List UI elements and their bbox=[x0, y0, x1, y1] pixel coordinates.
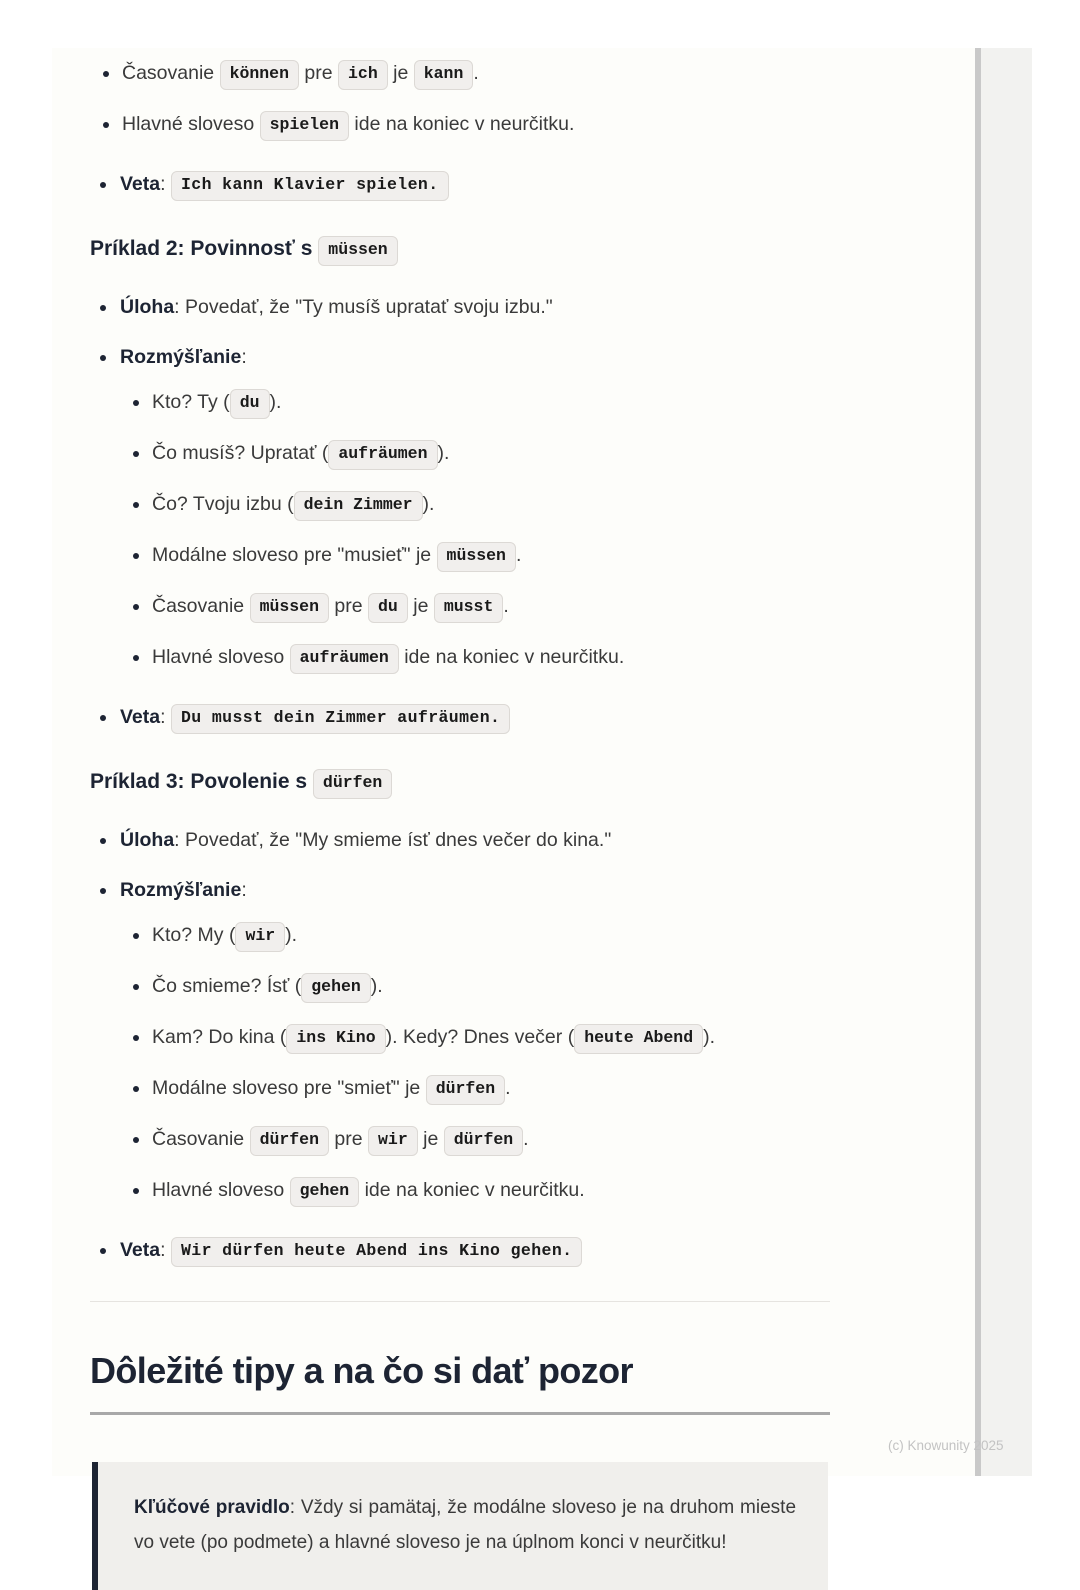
list-item bbox=[90, 1237, 830, 1267]
veta-label: Veta bbox=[120, 1239, 161, 1262]
rich-text: Kto? Ty ( du ). bbox=[152, 391, 281, 413]
page-content bbox=[90, 48, 830, 1590]
example3-heading bbox=[90, 768, 830, 799]
rich-text: Časovanie dürfen pre wir je dürfen . bbox=[152, 1128, 529, 1150]
document-page bbox=[52, 48, 980, 1553]
code-chip: du bbox=[230, 389, 270, 419]
reasoning-label: Rozmýšľanie bbox=[120, 878, 242, 901]
list-item bbox=[90, 111, 830, 141]
list-item bbox=[120, 644, 830, 674]
veta-colon: : bbox=[160, 706, 171, 729]
list-item-task bbox=[90, 827, 830, 855]
list-item-task bbox=[90, 294, 830, 322]
code-chip: gehen bbox=[290, 1177, 360, 1207]
rich-text: Čo? Tvoju izbu ( dein Zimmer ). bbox=[152, 493, 434, 515]
list-item bbox=[120, 1075, 830, 1105]
task-text: : Povedať, že "My smieme ísť dnes večer do kina." bbox=[174, 829, 612, 851]
callout-lead: Kľúčové pravidlo bbox=[134, 1496, 290, 1518]
sentence-chip: Du musst dein Zimmer aufräumen. bbox=[171, 704, 510, 734]
veta-list-3 bbox=[90, 1237, 830, 1267]
veta-list-1 bbox=[90, 171, 830, 201]
sentence-chip: Ich kann Klavier spielen. bbox=[171, 171, 449, 201]
task-label: Úloha bbox=[120, 295, 175, 318]
code-chip: spielen bbox=[260, 111, 349, 141]
example2-steps bbox=[120, 389, 830, 674]
rich-text: Modálne sloveso pre "musieť" je müssen . bbox=[152, 544, 521, 566]
list-item-reasoning bbox=[90, 877, 830, 1208]
rich-text: Kam? Do kina ( ins Kino ). Kedy? Dnes večer ( heute Abend ). bbox=[152, 1026, 715, 1048]
list-item bbox=[120, 389, 830, 419]
example3-list bbox=[90, 827, 830, 1207]
rich-text: Modálne sloveso pre "smieť" je dürfen . bbox=[152, 1077, 511, 1099]
rich-text: Hlavné sloveso gehen ide na koniec v neurčitku. bbox=[152, 1179, 585, 1201]
veta-colon: : bbox=[160, 172, 171, 195]
code-chip: du bbox=[368, 593, 408, 623]
example3-steps bbox=[120, 922, 830, 1207]
code-chip: dürfen bbox=[250, 1126, 329, 1156]
page-gutter bbox=[981, 48, 1032, 1476]
title-underline bbox=[90, 1412, 830, 1415]
code-chip: dürfen bbox=[426, 1075, 505, 1105]
code-chip: müssen bbox=[250, 593, 329, 623]
example3-heading-text: Príklad 3: Povolenie s bbox=[90, 770, 313, 794]
list-item bbox=[120, 440, 830, 470]
code-chip: aufräumen bbox=[328, 440, 437, 470]
section-divider bbox=[90, 1301, 830, 1302]
code-chip: gehen bbox=[301, 973, 371, 1003]
code-chip: können bbox=[220, 60, 299, 90]
code-chip: dürfen bbox=[444, 1126, 523, 1156]
list-item bbox=[120, 1177, 830, 1207]
code-chip: musst bbox=[434, 593, 504, 623]
list-item-reasoning bbox=[90, 344, 830, 675]
rich-text: Čo musíš? Upratať ( aufräumen ). bbox=[152, 442, 449, 464]
list-item bbox=[90, 171, 830, 201]
code-chip: ich bbox=[338, 60, 388, 90]
rich-text: Hlavné sloveso spielen ide na koniec v neurčitku. bbox=[122, 113, 574, 135]
veta-list-2 bbox=[90, 704, 830, 734]
reasoning-label: Rozmýšľanie bbox=[120, 345, 242, 368]
code-chip: dein Zimmer bbox=[294, 491, 423, 521]
code-chip: ins Kino bbox=[286, 1024, 385, 1054]
list-item bbox=[120, 542, 830, 572]
list-item bbox=[120, 593, 830, 623]
page-title: Dôležité tipy a na čo si dať pozor bbox=[90, 1350, 633, 1392]
rich-text: Hlavné sloveso aufräumen ide na koniec v neurčitku. bbox=[152, 646, 624, 668]
veta-label: Veta bbox=[120, 172, 161, 195]
list-item bbox=[120, 922, 830, 952]
callout-paragraph bbox=[134, 1490, 796, 1560]
copyright-watermark: (c) Knowunity 2025 bbox=[888, 1438, 1004, 1453]
code-chip: kann bbox=[414, 60, 474, 90]
code-chip: heute Abend bbox=[574, 1024, 703, 1054]
rich-text: Kto? My ( wir ). bbox=[152, 924, 297, 946]
rich-text: Časovanie müssen pre du je musst . bbox=[152, 595, 509, 617]
veta-colon: : bbox=[160, 1239, 171, 1262]
example2-heading-chip: müssen bbox=[318, 236, 397, 266]
example3-heading-chip: dürfen bbox=[313, 769, 392, 799]
continued-reasoning-list bbox=[90, 60, 830, 141]
task-text: : Povedať, že "Ty musíš upratať svoju izbu." bbox=[174, 295, 553, 318]
veta-label: Veta bbox=[120, 706, 161, 729]
code-chip: aufräumen bbox=[290, 644, 399, 674]
list-item bbox=[90, 704, 830, 734]
code-chip: wir bbox=[368, 1126, 418, 1156]
list-item bbox=[120, 1024, 830, 1054]
list-item bbox=[90, 60, 830, 90]
example2-heading bbox=[90, 235, 830, 266]
key-rule-callout bbox=[92, 1462, 828, 1590]
callout-body: : Vždy si pamätaj, že modálne sloveso je na druhom mieste vo vete (po podmete) a hlavné sloveso je na úplnom konci v neurčitku! bbox=[134, 1496, 797, 1553]
reasoning-colon: : bbox=[241, 878, 247, 901]
rich-text: Čo smieme? Ísť ( gehen ). bbox=[152, 975, 383, 997]
sentence-chip: Wir dürfen heute Abend ins Kino gehen. bbox=[171, 1237, 582, 1267]
list-item bbox=[120, 1126, 830, 1156]
example2-list bbox=[90, 294, 830, 674]
rich-text: Časovanie können pre ich je kann . bbox=[122, 62, 479, 84]
code-chip: wir bbox=[235, 922, 285, 952]
list-item bbox=[120, 491, 830, 521]
example2-heading-text: Príklad 2: Povinnosť s bbox=[90, 236, 319, 260]
task-label: Úloha bbox=[120, 829, 175, 851]
list-item bbox=[120, 973, 830, 1003]
reasoning-colon: : bbox=[241, 345, 247, 368]
code-chip: müssen bbox=[437, 542, 516, 572]
